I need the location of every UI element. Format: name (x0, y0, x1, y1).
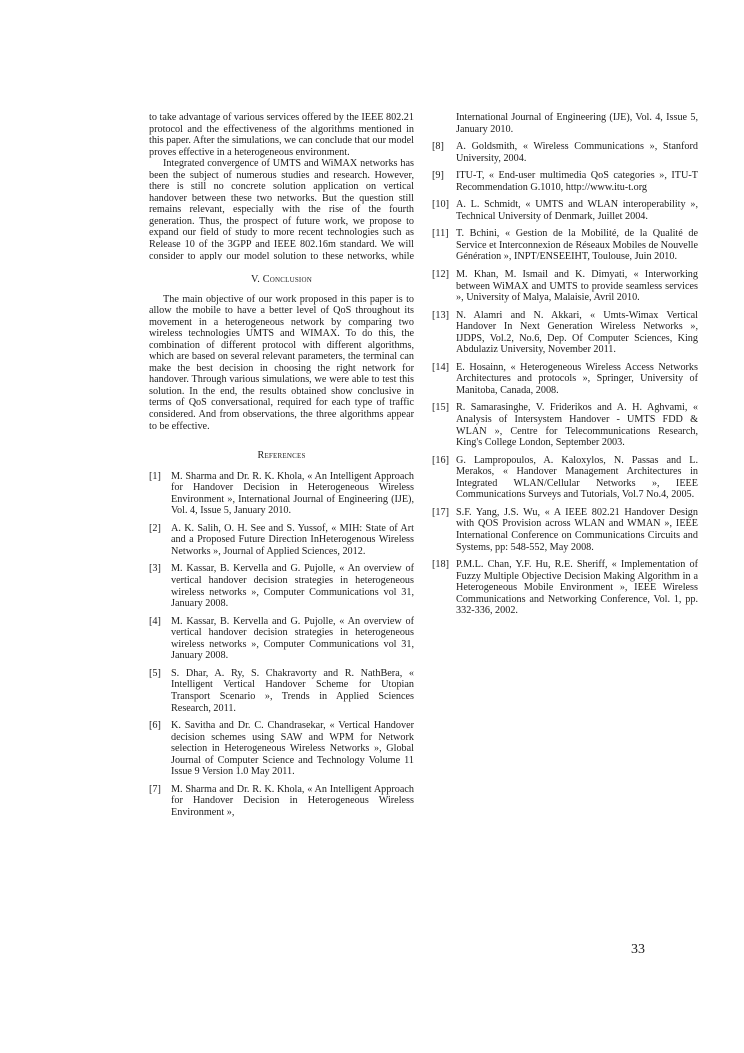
reference-item (432, 310, 698, 356)
reference-number: [16] (432, 454, 449, 466)
reference-item (149, 784, 414, 819)
reference-item (432, 141, 698, 164)
reference-text: S.F. Yang, J.S. Wu, « A IEEE 802.21 Handover Design with QOS Provision across WLAN and WMAN », IEEE International Conference on Communications Circuits and Systems, pp: 548-552, May 2008. (456, 506, 698, 553)
page-number: 33 (631, 942, 645, 957)
reference-number: [17] (432, 506, 449, 518)
reference-item (432, 362, 698, 397)
reference-item (432, 455, 698, 501)
reference-number: [2] (149, 522, 161, 534)
reference-number: [7] (149, 783, 161, 795)
reference-number: [5] (149, 667, 161, 679)
reference-list-left (149, 471, 414, 819)
reference-item (432, 507, 698, 553)
reference-text: A. K. Salih, O. H. See and S. Yussof, « MIH: State of Art and a Proposed Future Direction InHeterogenous Wireless Networks », Journal of Applied Sciences, 2012. (171, 522, 414, 557)
reference-item (432, 170, 698, 193)
reference-list-right (432, 141, 698, 617)
intro-paragraph: to take advantage of various services offered by the IEEE 802.21 protocol and the effectiveness of the algorithms mentioned in this paper. After the simulations, we can conclude that our model proves effective in a heterogeneous environment. (149, 112, 414, 158)
reference-text: M. Khan, M. Ismail and K. Dimyati, « Interworking between WiMAX and UMTS to provide seamless services », University of Malya, Malaisie, Avril 2010. (456, 269, 698, 304)
reference-number: [6] (149, 720, 161, 732)
reference-text: R. Samarasinghe, V. Friderikos and A. H. Aghvami, « Analysis of Intersystem Handover - UMTS FDD & WLAN », Centre for Telecommunications Research, King's College London, September 2003. (456, 402, 698, 449)
reference-text: T. Bchini, « Gestion de la Mobilité, de la Qualité de Service et Interconnexion de Réseaux Mobiles de Nouvelle Génération », INPT/ENSEEIHT, Toulouse, Juin 2010. (456, 228, 698, 263)
reference-item (149, 563, 414, 609)
reference-text: G. Lampropoulos, A. Kaloxylos, N. Passas and L. Merakos, « Handover Management Architectures in Integrated WLAN/Cellular Networks », IEEE Communications Surveys and Tutorials, Vol.7 No.4, 2005. (456, 454, 698, 501)
reference-text: M. Kassar, B. Kervella and G. Pujolle, « An overview of vertical handover decision strategies in heterogeneous wireless networks », Computer Communications vol 31, January 2008. (171, 615, 414, 662)
reference-text: ITU-T, « End-user multimedia QoS categories », ITU-T Recommendation G.1010, http://www.itu-t.org (456, 170, 698, 193)
left-column (149, 112, 414, 824)
reference-text: A. Goldsmith, « Wireless Communications », Stanford University, 2004. (456, 141, 698, 164)
reference-number: [13] (432, 309, 449, 321)
reference-text: S. Dhar, A. Ry, S. Chakravorty and R. NathBera, « Intelligent Vertical Handover Scheme for Utopian Transport Scenario », Trends in Applied Sciences Research, 2011. (171, 667, 414, 714)
reference-item (432, 559, 698, 617)
reference-text: N. Alamri and N. Akkari, « Umts-Wimax Vertical Handover In Next Generation Wireless Networks », IJDPS, Vol.2, No.6, Dep. Of Computer Sciences, King Abdulaziz University, November 2011. (456, 309, 698, 356)
reference-item (149, 616, 414, 662)
reference-item (149, 720, 414, 778)
reference-continuation-text: International Journal of Engineering (IJE), Vol. 4, Issue 5, January 2010. (456, 112, 698, 135)
reference-number: [4] (149, 615, 161, 627)
reference-number: [12] (432, 269, 449, 281)
reference-item (432, 269, 698, 304)
reference-text: M. Kassar, B. Kervella and G. Pujolle, « An overview of vertical handover decision strategies in heterogeneous wireless networks », Computer Communications vol 31, January 2008. (171, 563, 414, 610)
reference-item (149, 523, 414, 558)
reference-number: [15] (432, 402, 449, 414)
reference-text: M. Sharma and Dr. R. K. Khola, « An Intelligent Approach for Handover Decision in Heterogeneous Wireless Environment », (171, 783, 414, 818)
conclusion-heading: V. Conclusion (251, 274, 312, 285)
reference-number: [8] (432, 141, 444, 153)
reference-text: A. L. Schmidt, « UMTS and WLAN interoperability », Technical University of Denmark, Juillet 2004. (456, 199, 698, 222)
reference-text: P.M.L. Chan, Y.F. Hu, R.E. Sheriff, « Implementation of Fuzzy Multiple Objective Decision Making Algorithm in a Heterogeneous Mobile Environment », IEEE Wireless Communications and Networking Conference, Vol. 1, pp. 332-336, 2002. (456, 559, 698, 617)
reference-item (432, 402, 698, 448)
reference-item (432, 199, 698, 222)
right-column (432, 112, 698, 623)
future-work-paragraph: Integrated convergence of UMTS and WiMAX networks has been the subject of numerous studies and research. However, there is still no concrete solution application on vertical handover between these two networks. But the question still remains relevant, especially with the rise of the fourth generation. Thus, the prospect of future work, we propose to expand our field of study to more recent technologies such as Release 10 of the 3GPP and IEEE 802.16m standard. We will consider to apply our model solution to these networks, while (149, 158, 414, 260)
reference-text: M. Sharma and Dr. R. K. Khola, « An Intelligent Approach for Handover Decision in Heterogeneous Wireless Environment », International Journal of Engineering (IJE), Vol. 4, Issue 5, January 2010. (171, 470, 414, 517)
reference-number: [18] (432, 559, 449, 571)
reference-number: [9] (432, 170, 444, 182)
intro-text-block (149, 112, 414, 260)
reference-text: K. Savitha and Dr. C. Chandrasekar, « Vertical Handover decision schemes using SAW and WPM for Network selection in Heterogeneous Wireless Networks », Global Journal of Computer Science and Technology Volume 11 Issue 9 Version 1.0 May 2011. (171, 720, 414, 778)
reference-number: [10] (432, 199, 449, 211)
reference-number: [1] (149, 470, 161, 482)
reference-continuation (432, 112, 698, 135)
reference-item (149, 471, 414, 517)
reference-number: [11] (432, 228, 449, 240)
reference-text: E. Hosainn, « Heterogeneous Wireless Access Networks Architectures and protocols », Springer, University of Manitoba, Canada, 2008. (456, 361, 698, 396)
references-heading: References (257, 450, 306, 462)
reference-number: [14] (432, 361, 449, 373)
reference-item (149, 668, 414, 714)
conclusion-paragraph: The main objective of our work proposed in this paper is to allow the mobile to have a better level of QoS throughout its movement in a heterogeneous network by comparing two wireless technologies UMTS and WIMAX. To do this, the combination of different protocol with different algorithms, which are based on several relevant parameters, the terminal can make the best decision in choosing the right network for handover. Through various simulations, we were able to test this solution. In the end, the results obtained show conclusive in terms of QoS conversational, required for each type of traffic considered. And from observations, the three algorithms appear to be effective. (149, 293, 414, 432)
reference-item (432, 228, 698, 263)
reference-number: [3] (149, 563, 161, 575)
